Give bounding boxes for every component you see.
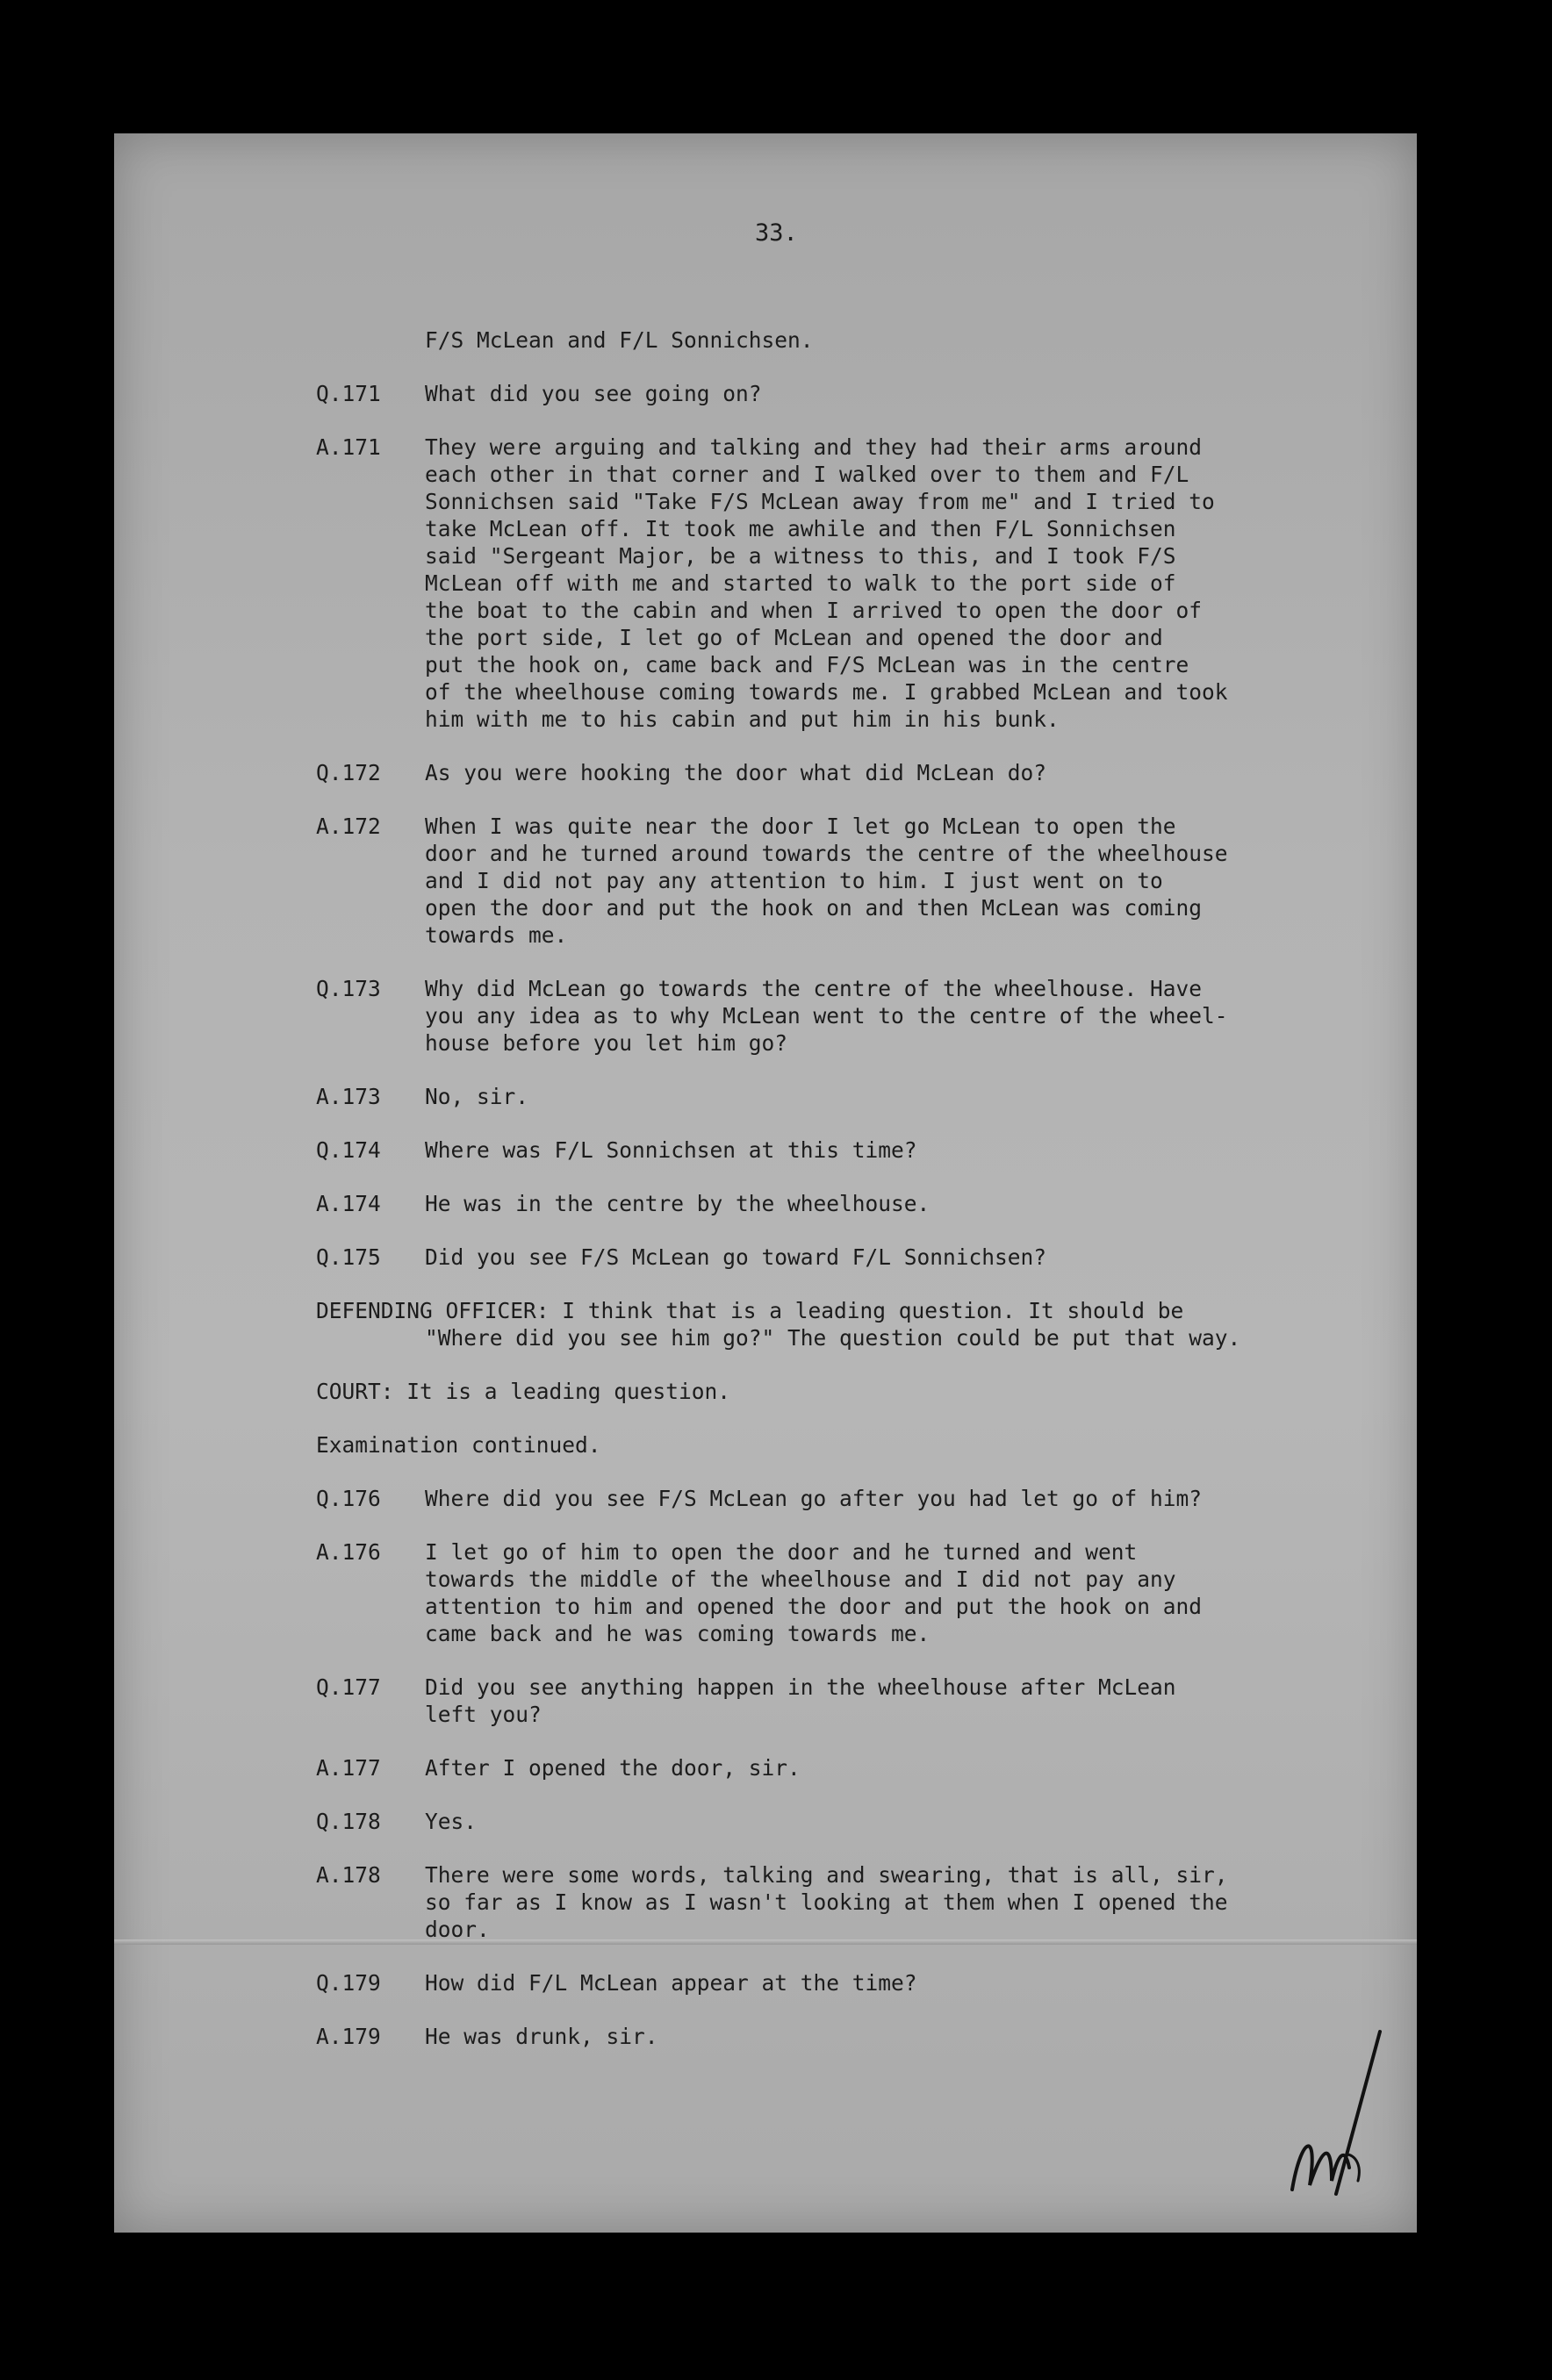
qa-text [425, 1861, 1299, 1943]
page-number: 33. [755, 219, 798, 247]
remark-text: I think that is a leading question. It should be [562, 1298, 1184, 1323]
text-line: Why did McLean go towards the centre of the wheelhouse. Have [425, 976, 1203, 1001]
text-line: How did F/L McLean appear at the time? [425, 1970, 917, 1996]
text-line: What did you see going on? [425, 381, 762, 406]
text-line: door and he turned around towards the centre of the wheelhouse [425, 841, 1228, 866]
qa-text [425, 1538, 1299, 1647]
qa-label: Q.178 [316, 1809, 381, 1834]
text-line: Yes. [425, 1809, 478, 1834]
text-line: towards the middle of the wheelhouse and I did not pay any [425, 1566, 1176, 1592]
text-line: said "Sergeant Major, be a witness to this, and I took F/S [425, 543, 1176, 569]
qa-entry [316, 1969, 1299, 1996]
qa-label: Q.176 [316, 1486, 381, 1511]
text-line: you any idea as to why McLean went to the centre of the wheel- [425, 1003, 1228, 1029]
qa-label: A.174 [316, 1191, 381, 1216]
qa-text [425, 1083, 1299, 1110]
qa-entry [316, 380, 1299, 407]
qa-entry [316, 813, 1299, 949]
qa-label: A.177 [316, 1755, 381, 1781]
text-line: They were arguing and talking and they had their arms around [425, 434, 1203, 460]
qa-text [425, 813, 1299, 949]
defending-officer-remark [316, 1297, 1299, 1351]
qa-label: A.172 [316, 814, 381, 839]
text-line: came back and he was coming towards me. [425, 1621, 930, 1646]
remark-text: It is a leading question. [406, 1379, 731, 1404]
qa-text [425, 975, 1299, 1057]
text-line: Sonnichsen said "Take F/S McLean away from me" and I tried to [425, 489, 1215, 514]
qa-text [425, 380, 1299, 407]
text-line: so far as I know as I wasn't looking at them when I opened the [425, 1889, 1228, 1915]
text-line: He was in the centre by the wheelhouse. [425, 1191, 930, 1216]
qa-text [425, 1754, 1299, 1781]
text-line: left you? [425, 1702, 542, 1727]
qa-list-1 [316, 380, 1299, 1271]
text-line: him with me to his cabin and put him in his bunk. [425, 706, 1060, 732]
text-line: Where did you see F/S McLean go after you had let go of him? [425, 1486, 1203, 1511]
qa-label: A.171 [316, 434, 381, 460]
text-line: open the door and put the hook on and then McLean was coming [425, 895, 1203, 921]
text-line: each other in that corner and I walked over to them and F/L [425, 462, 1189, 487]
qa-label: A.179 [316, 2024, 381, 2049]
qa-entry [316, 1861, 1299, 1943]
speaker-label: COURT: [316, 1379, 394, 1404]
qa-text [425, 1808, 1299, 1835]
qa-text [425, 434, 1299, 733]
qa-entry [316, 1754, 1299, 1781]
text-line: put the hook on, came back and F/S McLean was in the centre [425, 652, 1189, 677]
speaker-label: DEFENDING OFFICER: [316, 1298, 550, 1323]
qa-label: A.176 [316, 1539, 381, 1565]
text-line: house before you let him go? [425, 1030, 788, 1056]
text-line: As you were hooking the door what did McLean do? [425, 760, 1047, 785]
qa-text [425, 2023, 1299, 2050]
qa-list-2 [316, 1485, 1299, 2050]
text-line: After I opened the door, sir. [425, 1755, 801, 1781]
text-line: Did you see anything happen in the wheelhouse after McLean [425, 1674, 1176, 1700]
text-line: take McLean off. It took me awhile and then F/L Sonnichsen [425, 516, 1176, 541]
qa-label: Q.177 [316, 1674, 381, 1700]
qa-label: A.173 [316, 1084, 381, 1109]
text-line: No, sir. [425, 1084, 529, 1109]
text-line: He was drunk, sir. [425, 2024, 658, 2049]
text-line: Where was F/L Sonnichsen at this time? [425, 1137, 917, 1163]
text-line: There were some words, talking and swearing, that is all, sir, [425, 1862, 1228, 1888]
text-line: the port side, I let go of McLean and opened the door and [425, 625, 1163, 650]
text-line: Did you see F/S McLean go toward F/L Sonnichsen? [425, 1244, 1047, 1270]
qa-entry [316, 1808, 1299, 1835]
qa-entry [316, 1136, 1299, 1164]
text-line: door. [425, 1917, 490, 1942]
intro-line: F/S McLean and F/L Sonnichsen. [425, 327, 814, 353]
qa-label: Q.175 [316, 1244, 381, 1270]
qa-entry [316, 759, 1299, 786]
qa-entry [316, 1538, 1299, 1647]
qa-text [425, 1136, 1299, 1164]
remark-continuation: "Where did you see him go?" The question could be put that way. [425, 1325, 1241, 1351]
text-line: I let go of him to open the door and he turned and went [425, 1539, 1138, 1565]
text-line: towards me. [425, 922, 568, 948]
qa-entry [316, 1244, 1299, 1271]
handwritten-initials [1283, 2023, 1389, 2198]
qa-text [425, 1190, 1299, 1217]
qa-entry [316, 975, 1299, 1057]
qa-entry [316, 2023, 1299, 2050]
qa-label: A.178 [316, 1862, 381, 1888]
text-line: and I did not pay any attention to him. I just went on to [425, 868, 1163, 893]
qa-entry [316, 1485, 1299, 1512]
qa-text [425, 759, 1299, 786]
qa-label: Q.174 [316, 1137, 381, 1163]
qa-entry [316, 1190, 1299, 1217]
court-remark [316, 1378, 1299, 1405]
qa-label: Q.173 [316, 976, 381, 1001]
qa-entry [316, 1083, 1299, 1110]
transcript-body [316, 326, 1299, 2076]
text-line: attention to him and opened the door and put the hook on and [425, 1594, 1203, 1619]
examination-note: Examination continued. [316, 1432, 601, 1458]
qa-text [425, 1674, 1299, 1728]
qa-entry [316, 1674, 1299, 1728]
qa-text [425, 1244, 1299, 1271]
qa-label: Q.179 [316, 1970, 381, 1996]
text-line: of the wheelhouse coming towards me. I grabbed McLean and took [425, 679, 1228, 705]
text-line: When I was quite near the door I let go McLean to open the [425, 814, 1176, 839]
qa-label: Q.172 [316, 760, 381, 785]
text-line: McLean off with me and started to walk to the port side of [425, 570, 1176, 596]
qa-label: Q.171 [316, 381, 381, 406]
qa-entry [316, 434, 1299, 733]
qa-text [425, 1485, 1299, 1512]
qa-text [425, 1969, 1299, 1996]
text-line: the boat to the cabin and when I arrived to open the door of [425, 598, 1203, 623]
